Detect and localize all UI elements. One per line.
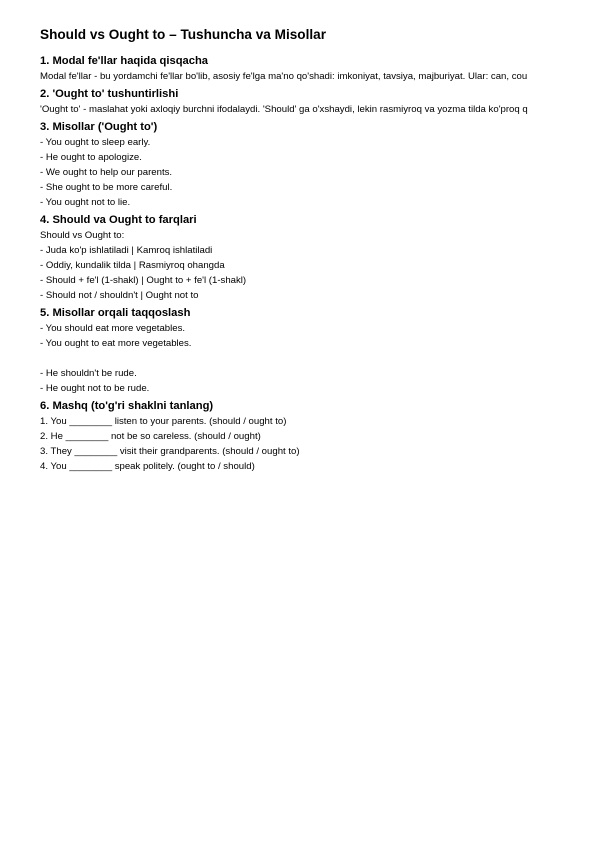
list-item: - Oddiy, kundalik tilda | Rasmiyroq ohangda [40, 260, 225, 271]
section-paragraph: Modal fe'llar - bu yordamchi fe'llar bo'lib, asosiy fe'lga ma'no qo'shadi: imkoniyat, tavsiya, majburiyat. Ular: can, cou [40, 71, 528, 82]
section-heading: 5. Misollar orqali taqqoslash [40, 307, 191, 319]
list-item: - You ought to eat more vegetables. [40, 338, 192, 349]
list-item: Should vs Ought to: [40, 230, 125, 241]
list-item: - Should not / shouldn't | Ought not to [40, 290, 199, 301]
document-title: Should vs Ought to – Tushuncha va Misollar [40, 27, 326, 42]
section-heading: 2. 'Ought to' tushuntirlishi [40, 88, 179, 100]
document-page [40, 26, 596, 477]
list-item: - She ought to be more careful. [40, 182, 173, 193]
exercise-item: 1. You ________ listen to your parents. (should / ought to) [40, 416, 287, 427]
section-comparison-examples [40, 306, 596, 396]
blank-line [40, 351, 596, 366]
section-heading: 4. Should va Ought to farqlari [40, 214, 197, 226]
list-item: - You should eat more vegetables. [40, 323, 186, 334]
exercise-item: 4. You ________ speak politely. (ought to / should) [40, 461, 255, 472]
list-item: - He shouldn't be rude. [40, 368, 137, 379]
list-item: - Should + fe'l (1-shakl) | Ought to + fe'l (1-shakl) [40, 275, 247, 286]
list-item: - Juda ko'p ishlatiladi | Kamroq ishlatiladi [40, 245, 213, 256]
section-heading: 6. Mashq (to'g'ri shaklni tanlang) [40, 400, 214, 412]
section-ought-to-examples [40, 120, 596, 210]
list-item: - He ought not to be rude. [40, 383, 150, 394]
exercise-item: 2. He ________ not be so careless. (should / ought) [40, 431, 261, 442]
section-modal-verbs [40, 54, 596, 84]
list-item: - We ought to help our parents. [40, 167, 173, 178]
section-heading: 1. Modal fe'llar haqida qisqacha [40, 55, 209, 67]
section-differences [40, 213, 596, 303]
section-ought-to-explanation [40, 87, 596, 117]
list-item: - You ought to sleep early. [40, 137, 151, 148]
list-item: - He ought to apologize. [40, 152, 142, 163]
section-exercise [40, 399, 596, 474]
section-paragraph: 'Ought to' - maslahat yoki axloqiy burchni ifodalaydi. 'Should' ga o'xshaydi, lekin rasmiyroq va yozma tilda ko'proq q [40, 104, 528, 115]
list-item: - You ought not to lie. [40, 197, 131, 208]
section-heading: 3. Misollar ('Ought to') [40, 121, 158, 133]
exercise-item: 3. They ________ visit their grandparents. (should / ought to) [40, 446, 300, 457]
